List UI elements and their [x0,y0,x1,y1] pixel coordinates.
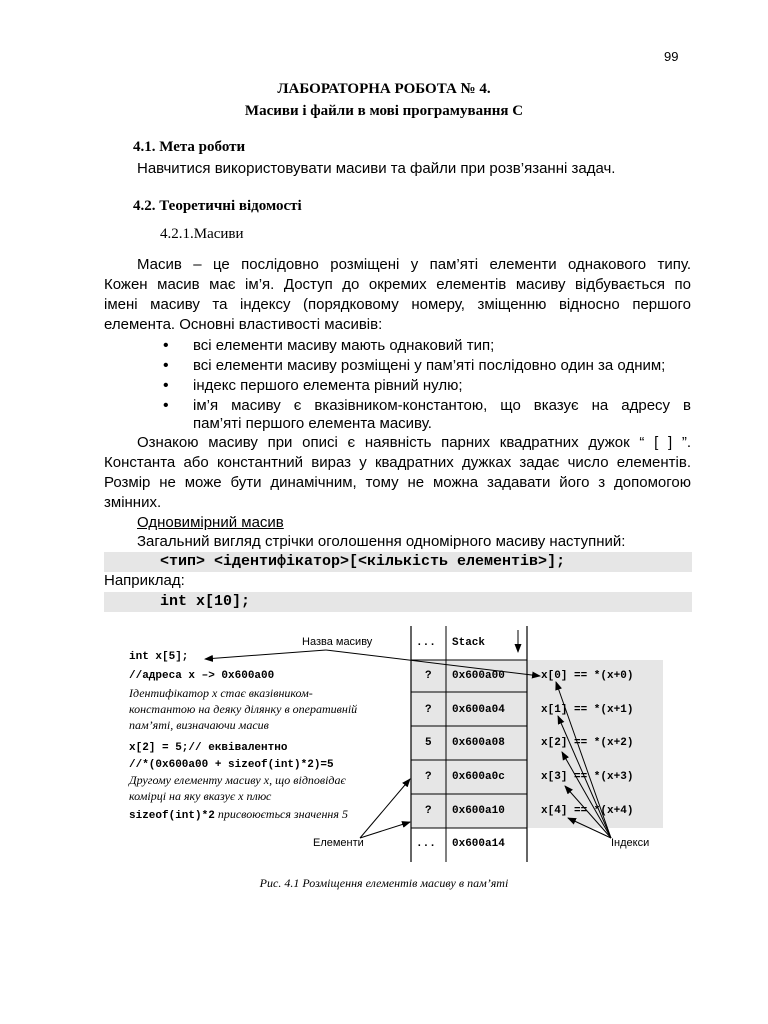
cell-idx: x[2] == *(x+2) [541,737,634,749]
para1-line3: імені масиву та індексу (порядковому номеру, зміщенню відносно першого [104,296,691,313]
section-4-2-1-heading: 4.2.1.Масиви [160,226,244,242]
cell-val: ? [425,805,432,817]
footer-addr: 0x600a14 [452,838,505,850]
cell-idx: x[3] == *(x+3) [541,771,634,783]
page-number: 99 [664,49,679,64]
lab-subtitle: Масиви і файли в мові програмування С [244,103,524,119]
note2-line2: комірці на яку вказує x плюс [129,789,272,803]
para1-line1: Масив – це послідовно розміщені у пам’яті елементи однакового типу. [137,256,691,273]
cell-idx: x[1] == *(x+1) [541,704,634,716]
cell-val: ? [425,771,432,783]
para2-line2: Константа або константний вираз у квадратних дужках задає число елементів. [104,454,691,471]
code-declaration: int x[5]; [129,651,189,663]
note1-line3: пам’яті, визначаючи масив [129,718,269,732]
cell-addr: 0x600a00 [452,670,505,682]
code-assign-2: //*(0x600a00 + sizeof(int)*2)=5 [129,759,334,771]
lab-title: ЛАБОРАТОРНА РОБОТА № 4. [277,81,491,97]
footer-val: ... [416,838,436,850]
para2-line4: змінних. [104,494,162,511]
bullet-4-continuation: пам’яті першого елемента масиву. [193,415,432,432]
para1-line2: Кожен масив має ім’я. Доступ до окремих елементів масиву відбувається по [104,276,691,293]
cell-val: ? [425,670,432,682]
para2-line1: Ознакою масиву при описі є наявність парних квадратних дужок “ [ ] ”. [137,434,691,451]
list-item: • всі елементи масиву мають однаковий тип; [163,336,691,356]
note1-line2: константою на деяку ділянку в оперативній [129,702,358,716]
section-4-1-heading: 4.1. Мета роботи [133,139,246,155]
cell-addr: 0x600a10 [452,805,505,817]
syntax-code: <тип> <ідентифікатор>[<кількість елементів>]; [160,553,566,570]
cell-addr: 0x600a0c [452,771,505,783]
para2-line3: Розмір не може бути динамічним, тому не можна задавати його з допомогою [104,474,691,491]
note2-line3 [129,805,348,823]
cell-val: ? [425,704,432,716]
section-4-1-text: Навчитися використовувати масиви та файли при розв’язанні задач. [137,160,616,177]
note2-line1: Другому елементу масиву x, що відповідає [129,773,346,787]
list-item: • індекс першого елемента рівний нулю; [163,376,691,396]
example-code: int x[10]; [160,593,251,610]
label-elements: Елементи [313,837,364,849]
header-addr: Stack [452,637,486,649]
list-item: • всі елементи масиву розміщені у пам’яті послідовно один за одним; [163,356,691,376]
code-address-comment: //адреса x –> 0x600a00 [129,670,275,682]
cell-addr: 0x600a04 [452,704,505,716]
cell-addr: 0x600a08 [452,737,505,749]
code-assign-1: x[2] = 5;// еквівалентно [129,742,288,754]
cell-idx: x[4] == *(x+4) [541,805,634,817]
list-item: • ім’я масиву є вказівником-константою, що вказує на адресу в [163,396,691,416]
note2-code: sizeof(int)*2 [129,810,215,822]
section-4-2-heading: 4.2. Теоретичні відомості [133,198,302,214]
note2-tail: присвоюється значення 5 [214,807,348,821]
label-indices: Індекси [611,837,650,849]
header-val: ... [416,637,436,649]
label-array-name: Назва масиву [302,636,373,648]
para1-line4: елемента. Основні властивості масивів: [104,316,383,333]
cell-val: 5 [425,737,432,749]
note1-line1: Ідентифікатор x стає вказівником- [129,686,313,700]
figure-caption: Рис. 4.1 Розміщення елементів масиву в пам’яті [259,876,509,890]
one-dim-heading: Одновимірний масив [137,514,284,531]
one-dim-intro: Загальний вигляд стрічки оголошення одномірного масиву наступний: [137,533,626,550]
cell-idx: x[0] == *(x+0) [541,670,634,682]
example-label: Наприклад: [104,572,185,589]
